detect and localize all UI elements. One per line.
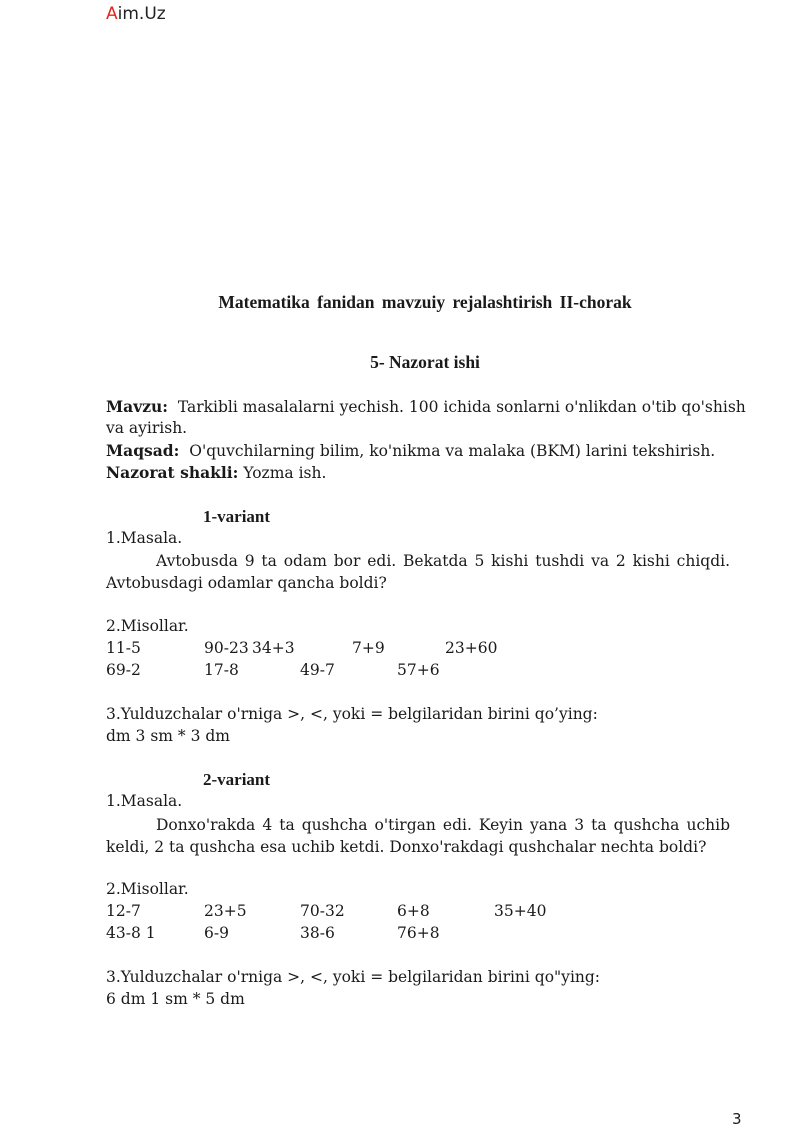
page-number: 3: [732, 1110, 742, 1128]
variant2-example: 76+8: [397, 924, 440, 942]
variant2-example: 43-8 1: [106, 924, 156, 942]
shakl-text: Yozma ish.: [243, 464, 327, 482]
variant1-example: 49-7: [300, 661, 335, 679]
variant1-masala-label: 1.Masala.: [106, 529, 183, 547]
variant2-example: 38-6: [300, 924, 335, 942]
variant2-example: 6-9: [204, 924, 229, 942]
site-logo: Aim.Uz: [106, 4, 166, 24]
variant1-example: 90-23: [204, 639, 249, 657]
variant1-example: 17-8: [204, 661, 239, 679]
mavzu-label: Mavzu:: [106, 397, 168, 416]
variant1-example: 34+3: [252, 639, 295, 657]
variant2-title: 2-variant: [203, 770, 271, 789]
shakl-label: Nazorat shakli:: [106, 463, 239, 482]
variant2-example: 12-7: [106, 902, 141, 920]
mavzu-text: Tarkibli masalalarni yechish. 100 ichida sonlarni o'nlikdan o'tib qo'shish: [177, 398, 746, 416]
variant2-masala-text: Donxo'rakda 4 ta qushcha o'tirgan edi. Keyin yana 3 ta qushcha uchib keldi, 2 ta qushcha esa uchib ketdi. Donxo'rakdagi qushchalar nechta boldi?: [106, 816, 730, 856]
page-title: Matematika fanidan mavzuiy rejalashtirish II-chorak: [218, 292, 632, 312]
variant1-example: 7+9: [352, 639, 385, 657]
variant1-example: 69-2: [106, 661, 141, 679]
variant1-yulduz-label: 3.Yulduzchalar o'rniga >, <, yoki = belgilaridan birini qo’ying:: [106, 705, 598, 723]
page-subtitle: 5- Nazorat ishi: [370, 352, 480, 372]
variant1-misollar-label: 2.Misollar.: [106, 617, 189, 635]
variant2-misollar-label: 2.Misollar.: [106, 880, 189, 898]
variant1-masala-text: Avtobusda 9 ta odam bor edi. Bekatda 5 kishi tushdi va 2 kishi chiqdi. Avtobusdagi odamlar qancha boldi?: [106, 552, 730, 592]
mavzu-line: [106, 397, 746, 416]
variant2-yulduz-label: 3.Yulduzchalar o'rniga >, <, yoki = belgilaridan birini qo"ying:: [106, 968, 601, 986]
maqsad-line: [106, 441, 715, 460]
maqsad-label: Maqsad:: [106, 441, 180, 460]
variant2-example: 35+40: [494, 902, 547, 920]
variant2-yulduz-expr: 6 dm 1 sm * 5 dm: [106, 990, 245, 1008]
variant2-masala-label: 1.Masala.: [106, 792, 183, 810]
variant1-title: 1-variant: [203, 507, 271, 526]
maqsad-text: O'quvchilarning bilim, ko'nikma va malaka (BKM) larini tekshirish.: [189, 442, 716, 460]
shakl-line: [106, 463, 326, 482]
variant1-example: 23+60: [445, 639, 498, 657]
variant2-example: 23+5: [204, 902, 247, 920]
variant1-yulduz-expr: dm 3 sm * 3 dm: [106, 727, 230, 745]
mavzu-text-cont: va ayirish.: [106, 419, 188, 437]
variant2-example: 6+8: [397, 902, 430, 920]
variant1-example: 11-5: [106, 639, 141, 657]
variant1-example: 57+6: [397, 661, 440, 679]
variant2-example: 70-32: [300, 902, 345, 920]
